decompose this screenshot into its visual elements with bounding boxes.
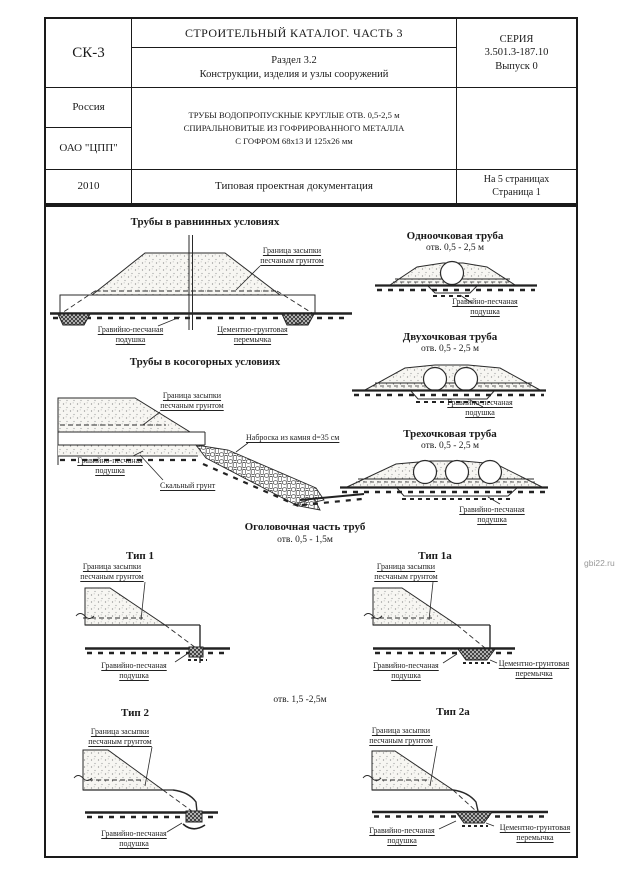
embankment-shape bbox=[85, 588, 165, 625]
embankment-base bbox=[60, 295, 315, 313]
slope-dash-line bbox=[165, 625, 196, 648]
pages-cell bbox=[457, 170, 576, 203]
header-table bbox=[44, 17, 578, 205]
slope-conditions-title: Трубы в косогорных условиях bbox=[129, 356, 281, 368]
slope-cushion-label: Гравийно-песчаная подушка bbox=[77, 456, 143, 476]
triple-pipe-subtitle: отв. 0,5 - 2,5 м bbox=[420, 441, 480, 451]
type2a-title: Тип 2а bbox=[436, 706, 470, 718]
slope-rock-label: Скальный грунт bbox=[160, 481, 216, 490]
flat-fill-boundary-label: Граница засыпки песчаным грунтом bbox=[260, 246, 324, 266]
type1a-title: Тип 1а bbox=[418, 550, 452, 562]
head-range-small: отв. 0,5 - 1,5м bbox=[277, 535, 333, 545]
header-empty-cell bbox=[457, 88, 576, 170]
series-label: СЕРИЯ bbox=[499, 34, 534, 46]
slope-dash-line bbox=[163, 790, 193, 812]
type2a-fill-boundary-label: Граница засыпки песчаным грунтом bbox=[369, 726, 433, 746]
type2-fill-boundary-label: Граница засыпки песчаным грунтом bbox=[88, 727, 152, 747]
head-range-large: отв. 1,5 -2,5м bbox=[273, 695, 327, 705]
type1-cushion-label: Гравийно-песчаная подушка bbox=[101, 661, 167, 681]
head-section-title: Оголовочная часть труб bbox=[244, 521, 366, 533]
catalog-code-text: СК-3 bbox=[72, 44, 105, 61]
organization-text: ОАО "ЦПП" bbox=[59, 141, 118, 154]
leader-line bbox=[175, 654, 187, 662]
doc-type-text: Типовая проектная документация bbox=[215, 179, 373, 192]
stone-riprap-band bbox=[196, 445, 324, 506]
subject-line1: ТРУБЫ ВОДОПРОПУСКНЫЕ КРУГЛЫЕ ОТВ. 0,5-2,5 м bbox=[188, 109, 400, 120]
doc-type-cell bbox=[132, 170, 457, 203]
type1a-cushion-label: Гравийно-песчаная подушка bbox=[373, 661, 439, 681]
flat-conditions-title: Трубы в равнинных условиях bbox=[130, 216, 280, 228]
catalog-code bbox=[46, 19, 132, 88]
end-block bbox=[186, 811, 202, 822]
bent-end-curve bbox=[173, 790, 197, 812]
embankment-shape bbox=[372, 751, 453, 790]
pages-count: На 5 страницах bbox=[483, 174, 550, 185]
single-pipe-title: Одноочковая труба bbox=[406, 230, 504, 242]
cement-jumper bbox=[456, 812, 492, 823]
single-pipe-subtitle: отв. 0,5 - 2,5 м bbox=[425, 243, 485, 253]
cement-jumper-left bbox=[58, 314, 90, 325]
flat-jumper-label: Цементно-грунтовая перемычка bbox=[217, 325, 288, 345]
pipe-circle bbox=[414, 461, 437, 484]
embankment-shape bbox=[373, 588, 457, 625]
section-subtitle: Конструкции, изделия и узлы сооружений bbox=[199, 68, 389, 80]
series-block bbox=[457, 19, 576, 88]
triple-pipe-cushion-label: Гравийно-песчаная подушка bbox=[459, 505, 525, 525]
end-block-tail bbox=[183, 824, 205, 829]
slope-dash-line bbox=[457, 625, 485, 648]
subject-line3: С ГОФРОМ 68х13 И 125х26 мм bbox=[235, 136, 353, 147]
section-number: Раздел 3.2 bbox=[271, 55, 317, 67]
embankment-shape bbox=[83, 750, 163, 790]
organization-cell bbox=[46, 128, 132, 170]
country-text: Россия bbox=[72, 100, 105, 113]
embankment-shape bbox=[347, 461, 542, 487]
double-pipe-cushion-label: Гравийно-песчаная подушка bbox=[447, 398, 513, 418]
double-pipe-subtitle: отв. 0,5 - 2,5 м bbox=[420, 344, 480, 354]
subject-cell bbox=[132, 88, 457, 170]
single-pipe-cushion-label: Гравийно-песчаная подушка bbox=[452, 297, 518, 317]
double-pipe-title: Двухочковая труба bbox=[402, 331, 498, 343]
subject-line2: СПИРАЛЬНОВИТЫЕ ИЗ ГОФРИРОВАННОГО МЕТАЛЛА bbox=[183, 122, 405, 133]
pipe-circle bbox=[424, 368, 447, 391]
flat-cushion-label: Гравийно-песчаная подушка bbox=[97, 325, 164, 345]
page-number: Страница 1 bbox=[492, 186, 541, 198]
pipe-circle bbox=[446, 461, 469, 484]
type2a-jumper-label: Цементно-грунтовая перемычка bbox=[499, 823, 571, 843]
type2-title: Тип 2 bbox=[121, 707, 149, 719]
type2-cushion-label: Гравийно-песчаная подушка bbox=[101, 829, 167, 849]
type2a-cushion-label: Гравийно-песчаная подушка bbox=[369, 826, 435, 846]
triple-pipe-title: Трехочковая труба bbox=[403, 428, 497, 440]
gravel-cushion-strip bbox=[58, 445, 205, 456]
catalog-title bbox=[132, 19, 457, 48]
slope-fill-boundary-label: Граница засыпки песчаным грунтом bbox=[160, 391, 224, 411]
end-block bbox=[189, 647, 203, 657]
series-number: 3.501.3-187.10 bbox=[484, 47, 549, 59]
triple-pipe-drawing bbox=[338, 448, 553, 506]
series-issue: Выпуск 0 bbox=[495, 60, 538, 72]
leader-line bbox=[236, 443, 248, 452]
pipe-circle bbox=[455, 368, 478, 391]
country-cell bbox=[46, 88, 132, 128]
type1-title: Тип 1 bbox=[126, 550, 154, 562]
year-text: 2010 bbox=[77, 179, 100, 192]
type1a-fill-boundary-label: Граница засыпки песчаным грунтом bbox=[374, 562, 438, 582]
slope-riprap-label: Наброска из камня d=35 см bbox=[246, 433, 340, 442]
year-cell bbox=[46, 170, 132, 203]
watermark: gbi22.ru bbox=[584, 558, 615, 568]
pipe-circle bbox=[479, 461, 502, 484]
pipe-circle bbox=[441, 262, 464, 285]
type1-fill-boundary-label: Граница засыпки песчаным грунтом bbox=[80, 562, 144, 582]
catalog-section bbox=[132, 48, 457, 88]
type1a-jumper-label: Цементно-грунтовая перемычка bbox=[498, 659, 570, 679]
catalog-title-text: СТРОИТЕЛЬНЫЙ КАТАЛОГ. ЧАСТЬ 3 bbox=[185, 25, 403, 40]
